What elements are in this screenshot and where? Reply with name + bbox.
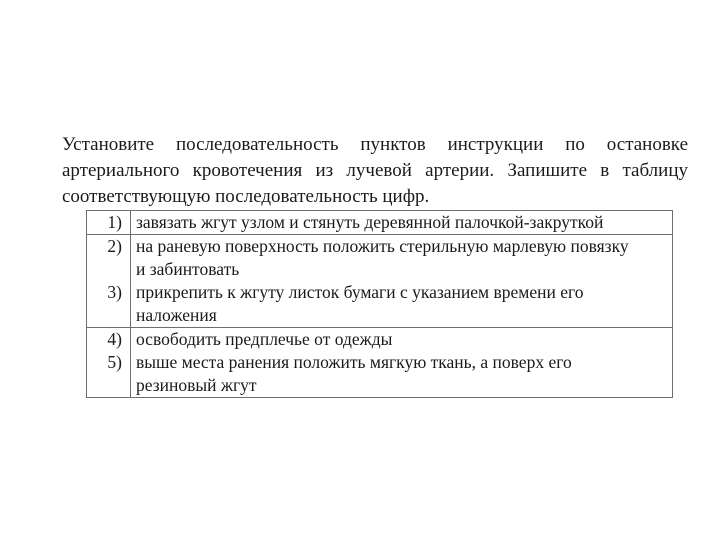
instruction-table bbox=[86, 210, 673, 398]
item-text-line: резиновый жгут bbox=[136, 375, 257, 395]
item-text bbox=[131, 211, 673, 235]
item-text-line: освободить предплечье от одежды bbox=[136, 329, 393, 349]
item-text-line: выше места ранения положить мягкую ткань, а поверх его bbox=[136, 352, 572, 372]
item-number: 3) bbox=[107, 282, 122, 302]
instruction-row-4-5 bbox=[87, 328, 673, 398]
item-number: 1) bbox=[87, 211, 131, 235]
item-number: 2) bbox=[107, 236, 122, 256]
item-text-line: и забинтовать bbox=[136, 259, 240, 279]
item-text-line: на раневую поверхность положить стерильную марлевую повязку bbox=[136, 236, 629, 256]
item-text-group bbox=[131, 235, 673, 328]
item-number-group bbox=[87, 328, 131, 398]
task-text: Установите последовательность пунктов инструкции по остановке артериального кровотечения из лучевой артерии. Запишите в таблицу соответствующую последовательность цифр. bbox=[62, 134, 688, 207]
item-number: 4) bbox=[107, 329, 122, 349]
instruction-row-1 bbox=[87, 211, 673, 235]
item-text-line: завязать жгут узлом и стянуть деревянной палочкой-закруткой bbox=[136, 212, 604, 232]
item-number-group bbox=[87, 235, 131, 328]
item-number: 5) bbox=[107, 352, 122, 372]
item-text-line: наложения bbox=[136, 305, 217, 325]
instruction-row-2-3 bbox=[87, 235, 673, 328]
item-text-group bbox=[131, 328, 673, 398]
item-text-line: прикрепить к жгуту листок бумаги с указанием времени его bbox=[136, 282, 584, 302]
